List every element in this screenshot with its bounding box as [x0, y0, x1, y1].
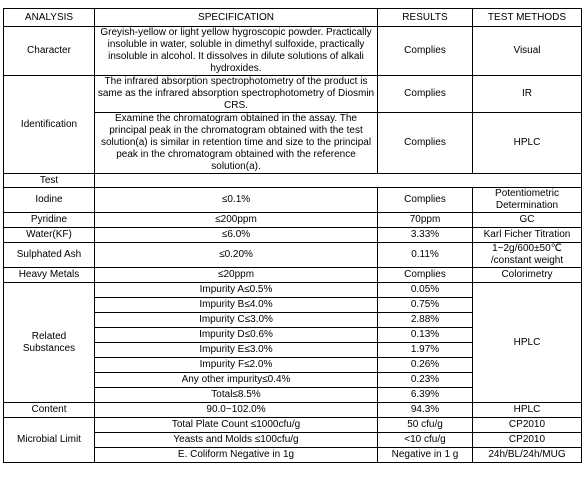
microbial-method-2: 24h/BL/24h/MUG — [473, 448, 582, 463]
identification-ir-result: Complies — [378, 76, 473, 113]
iodine-method — [473, 188, 582, 213]
identification-hplc-result: Complies — [378, 113, 473, 174]
header-analysis: ANALYSIS — [4, 9, 95, 27]
header-specification: SPECIFICATION — [95, 9, 378, 27]
related-substances-label — [4, 283, 95, 403]
character-row — [4, 27, 582, 76]
related-spec-0: Impurity A≤0.5% — [95, 283, 378, 298]
pyridine-method: GC — [473, 213, 582, 228]
related-label-line1: Related — [31, 330, 67, 342]
ash-method-line2: /constant weight — [490, 255, 564, 266]
test-row — [4, 174, 582, 188]
specification-table — [3, 8, 582, 463]
water-method: Karl Ficher Titration — [473, 228, 582, 243]
character-label: Character — [4, 27, 95, 76]
related-label-line2: Substances — [22, 342, 76, 354]
identification-hplc-spec: Examine the chromatogram obtained in the assay. The principal peak in the chromatogram obtained with the test solution(a) is similar in retention time and size to the principal peak in the chromatogram obtained with the reference solution(a). — [95, 113, 378, 174]
ash-result: 0.11% — [378, 243, 473, 268]
test-label: Test — [4, 174, 95, 188]
content-result: 94.3% — [378, 403, 473, 418]
ash-label: Sulphated Ash — [4, 243, 95, 268]
content-method: HPLC — [473, 403, 582, 418]
header-test-methods: TEST METHODS — [473, 9, 582, 27]
character-method: Visual — [473, 27, 582, 76]
pyridine-result: 70ppm — [378, 213, 473, 228]
microbial-method-0: CP2010 — [473, 418, 582, 433]
pyridine-spec: ≤200ppm — [95, 213, 378, 228]
related-result-0: 0.05% — [378, 283, 473, 298]
microbial-spec-2: E. Coliform Negative in 1g — [95, 448, 378, 463]
water-label: Water(KF) — [4, 228, 95, 243]
header-results: RESULTS — [378, 9, 473, 27]
ash-method — [473, 243, 582, 268]
water-result: 3.33% — [378, 228, 473, 243]
identification-ir-method: IR — [473, 76, 582, 113]
related-spec-3: Impurity D≤0.6% — [95, 328, 378, 343]
content-spec: 90.0~102.0% — [95, 403, 378, 418]
iodine-spec: ≤0.1% — [95, 188, 378, 213]
related-spec-6: Any other impurity≤0.4% — [95, 373, 378, 388]
heavy-metals-label: Heavy Metals — [4, 268, 95, 283]
iodine-method-line1: Potentiometric — [495, 188, 559, 199]
iodine-label: Iodine — [4, 188, 95, 213]
identification-label: Identification — [4, 76, 95, 174]
related-result-2: 2.88% — [378, 313, 473, 328]
ash-row — [4, 243, 582, 268]
related-spec-2: Impurity C≤3.0% — [95, 313, 378, 328]
related-result-4: 1.97% — [378, 343, 473, 358]
iodine-row — [4, 188, 582, 213]
heavy-metals-method: Colorimetry — [473, 268, 582, 283]
microbial-limit-label: Microbial Limit — [4, 418, 95, 463]
ash-method-line1: 1~2g/600±50℃ — [492, 243, 562, 254]
related-spec-7: Total≤8.5% — [95, 388, 378, 403]
microbial-method-1: CP2010 — [473, 433, 582, 448]
pyridine-label: Pyridine — [4, 213, 95, 228]
iodine-result: Complies — [378, 188, 473, 213]
related-result-1: 0.75% — [378, 298, 473, 313]
related-result-7: 6.39% — [378, 388, 473, 403]
microbial-result-1: <10 cfu/g — [378, 433, 473, 448]
microbial-spec-1: Yeasts and Molds ≤100cfu/g — [95, 433, 378, 448]
related-result-5: 0.26% — [378, 358, 473, 373]
header-row — [4, 9, 582, 27]
related-result-3: 0.13% — [378, 328, 473, 343]
content-label: Content — [4, 403, 95, 418]
pyridine-row — [4, 213, 582, 228]
identification-ir-spec: The infrared absorption spectrophotometry of the product is same as the infrared absorption spectrophotometry of Diosmin CRS. — [95, 76, 378, 113]
ash-spec: ≤0.20% — [95, 243, 378, 268]
related-result-6: 0.23% — [378, 373, 473, 388]
heavy-metals-spec: ≤20ppm — [95, 268, 378, 283]
microbial-row-0 — [4, 418, 582, 433]
character-result: Complies — [378, 27, 473, 76]
content-row — [4, 403, 582, 418]
related-spec-4: Impurity E≤3.0% — [95, 343, 378, 358]
character-spec: Greyish-yellow or light yellow hygroscopic powder. Practically insoluble in water, soluble in dimethyl sulfoxide, practically insoluble in alcohol. It dissolves in dilute solutions of alkali hydroxides. — [95, 27, 378, 76]
heavy-metals-row — [4, 268, 582, 283]
iodine-method-line2: Determination — [495, 200, 559, 211]
heavy-metals-result: Complies — [378, 268, 473, 283]
water-spec: ≤6.0% — [95, 228, 378, 243]
water-row — [4, 228, 582, 243]
microbial-spec-0: Total Plate Count ≤1000cfu/g — [95, 418, 378, 433]
related-row-0 — [4, 283, 582, 298]
related-spec-5: Impurity F≤2.0% — [95, 358, 378, 373]
identification-ir-row — [4, 76, 582, 113]
identification-hplc-method: HPLC — [473, 113, 582, 174]
related-spec-1: Impurity B≤4.0% — [95, 298, 378, 313]
related-method: HPLC — [473, 283, 582, 403]
microbial-result-0: 50 cfu/g — [378, 418, 473, 433]
test-spacer — [95, 174, 582, 188]
microbial-result-2: Negative in 1 g — [378, 448, 473, 463]
